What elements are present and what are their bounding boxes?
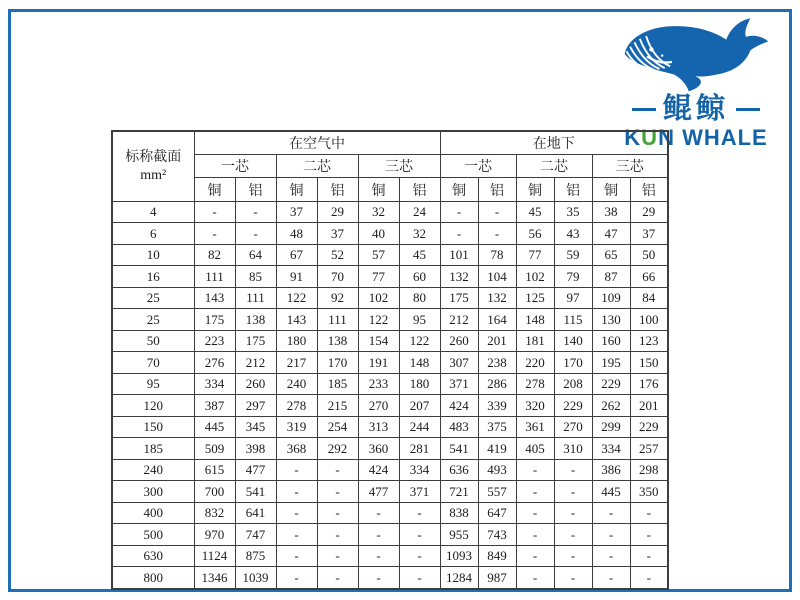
header-copper: 铜 bbox=[276, 178, 317, 202]
value-cell: 57 bbox=[358, 244, 399, 265]
value-cell: 48 bbox=[276, 223, 317, 244]
header-aluminum: 铝 bbox=[554, 178, 592, 202]
value-cell: 101 bbox=[440, 244, 478, 265]
value-cell: 286 bbox=[478, 373, 516, 394]
value-cell: 398 bbox=[235, 438, 276, 459]
value-cell: 970 bbox=[194, 524, 235, 545]
value-cell: - bbox=[276, 481, 317, 502]
value-cell: - bbox=[317, 545, 358, 566]
value-cell: 95 bbox=[399, 309, 440, 330]
value-cell: 278 bbox=[516, 373, 554, 394]
value-cell: 37 bbox=[276, 202, 317, 223]
value-cell: 37 bbox=[630, 223, 668, 244]
value-cell: 361 bbox=[516, 416, 554, 437]
size-cell: 10 bbox=[112, 244, 194, 265]
value-cell: 181 bbox=[516, 330, 554, 351]
value-cell: 29 bbox=[630, 202, 668, 223]
value-cell: 122 bbox=[399, 330, 440, 351]
value-cell: 832 bbox=[194, 502, 235, 523]
value-cell: 148 bbox=[399, 352, 440, 373]
value-cell: - bbox=[276, 502, 317, 523]
value-cell: - bbox=[399, 567, 440, 589]
value-cell: 115 bbox=[554, 309, 592, 330]
value-cell: 164 bbox=[478, 309, 516, 330]
value-cell: - bbox=[440, 202, 478, 223]
value-cell: 175 bbox=[440, 287, 478, 308]
header-row-sections bbox=[112, 131, 668, 155]
logo-en-rest: N WHALE bbox=[658, 125, 768, 150]
value-cell: - bbox=[317, 524, 358, 545]
value-cell: 92 bbox=[317, 287, 358, 308]
value-cell: - bbox=[592, 545, 630, 566]
value-cell: 310 bbox=[554, 438, 592, 459]
size-cell: 120 bbox=[112, 395, 194, 416]
value-cell: 150 bbox=[630, 352, 668, 373]
value-cell: - bbox=[440, 223, 478, 244]
header-copper: 铜 bbox=[516, 178, 554, 202]
value-cell: 104 bbox=[478, 266, 516, 287]
header-air-3core: 三芯 bbox=[358, 155, 440, 178]
header-gnd-3core: 三芯 bbox=[592, 155, 668, 178]
value-cell: 79 bbox=[554, 266, 592, 287]
value-cell: 298 bbox=[630, 459, 668, 480]
size-cell: 25 bbox=[112, 309, 194, 330]
value-cell: 208 bbox=[554, 373, 592, 394]
value-cell: - bbox=[516, 459, 554, 480]
value-cell: 313 bbox=[358, 416, 399, 437]
header-aluminum: 铝 bbox=[478, 178, 516, 202]
value-cell: 143 bbox=[194, 287, 235, 308]
value-cell: 32 bbox=[358, 202, 399, 223]
value-cell: 260 bbox=[235, 373, 276, 394]
value-cell: 175 bbox=[235, 330, 276, 351]
value-cell: 125 bbox=[516, 287, 554, 308]
value-cell: 148 bbox=[516, 309, 554, 330]
value-cell: - bbox=[317, 502, 358, 523]
value-cell: 45 bbox=[516, 202, 554, 223]
value-cell: 278 bbox=[276, 395, 317, 416]
header-copper: 铜 bbox=[440, 178, 478, 202]
value-cell: 215 bbox=[317, 395, 358, 416]
value-cell: 743 bbox=[478, 524, 516, 545]
value-cell: 875 bbox=[235, 545, 276, 566]
value-cell: 849 bbox=[478, 545, 516, 566]
header-aluminum: 铝 bbox=[630, 178, 668, 202]
value-cell: 138 bbox=[317, 330, 358, 351]
header-copper: 铜 bbox=[358, 178, 399, 202]
value-cell: 240 bbox=[276, 373, 317, 394]
corner-header-unit: mm² bbox=[140, 167, 167, 183]
value-cell: 191 bbox=[358, 352, 399, 373]
value-cell: 387 bbox=[194, 395, 235, 416]
value-cell: 615 bbox=[194, 459, 235, 480]
value-cell: 238 bbox=[478, 352, 516, 373]
table-row bbox=[112, 266, 668, 287]
table-row bbox=[112, 502, 668, 523]
value-cell: - bbox=[194, 223, 235, 244]
value-cell: 80 bbox=[399, 287, 440, 308]
value-cell: 1093 bbox=[440, 545, 478, 566]
table-row bbox=[112, 244, 668, 265]
value-cell: 84 bbox=[630, 287, 668, 308]
value-cell: 32 bbox=[399, 223, 440, 244]
value-cell: 29 bbox=[317, 202, 358, 223]
value-cell: 319 bbox=[276, 416, 317, 437]
size-cell: 500 bbox=[112, 524, 194, 545]
value-cell: 636 bbox=[440, 459, 478, 480]
table-row bbox=[112, 330, 668, 351]
table-row bbox=[112, 223, 668, 244]
value-cell: - bbox=[516, 545, 554, 566]
value-cell: - bbox=[554, 459, 592, 480]
value-cell: - bbox=[235, 223, 276, 244]
value-cell: 483 bbox=[440, 416, 478, 437]
value-cell: 292 bbox=[317, 438, 358, 459]
value-cell: 170 bbox=[554, 352, 592, 373]
value-cell: - bbox=[554, 567, 592, 589]
value-cell: - bbox=[554, 481, 592, 502]
size-cell: 240 bbox=[112, 459, 194, 480]
value-cell: 64 bbox=[235, 244, 276, 265]
value-cell: 38 bbox=[592, 202, 630, 223]
value-cell: 111 bbox=[317, 309, 358, 330]
value-cell: 320 bbox=[516, 395, 554, 416]
value-cell: - bbox=[592, 567, 630, 589]
value-cell: 65 bbox=[592, 244, 630, 265]
value-cell: 130 bbox=[592, 309, 630, 330]
value-cell: 334 bbox=[592, 438, 630, 459]
value-cell: - bbox=[358, 524, 399, 545]
value-cell: 1346 bbox=[194, 567, 235, 589]
size-cell: 150 bbox=[112, 416, 194, 437]
value-cell: 557 bbox=[478, 481, 516, 502]
value-cell: 111 bbox=[194, 266, 235, 287]
logo-en-u: U bbox=[641, 125, 659, 150]
value-cell: 229 bbox=[592, 373, 630, 394]
value-cell: 254 bbox=[317, 416, 358, 437]
value-cell: 270 bbox=[358, 395, 399, 416]
value-cell: 270 bbox=[554, 416, 592, 437]
value-cell: 424 bbox=[358, 459, 399, 480]
value-cell: - bbox=[317, 481, 358, 502]
table-row bbox=[112, 567, 668, 589]
value-cell: 262 bbox=[592, 395, 630, 416]
size-cell: 400 bbox=[112, 502, 194, 523]
header-air-2core: 二芯 bbox=[276, 155, 358, 178]
value-cell: 201 bbox=[478, 330, 516, 351]
value-cell: - bbox=[478, 202, 516, 223]
value-cell: 24 bbox=[399, 202, 440, 223]
value-cell: 212 bbox=[235, 352, 276, 373]
value-cell: 77 bbox=[358, 266, 399, 287]
value-cell: 747 bbox=[235, 524, 276, 545]
value-cell: 955 bbox=[440, 524, 478, 545]
value-cell: 123 bbox=[630, 330, 668, 351]
value-cell: 180 bbox=[399, 373, 440, 394]
value-cell: 35 bbox=[554, 202, 592, 223]
value-cell: 1039 bbox=[235, 567, 276, 589]
value-cell: 721 bbox=[440, 481, 478, 502]
value-cell: 77 bbox=[516, 244, 554, 265]
size-cell: 25 bbox=[112, 287, 194, 308]
value-cell: - bbox=[399, 545, 440, 566]
value-cell: 66 bbox=[630, 266, 668, 287]
header-air-1core: 一芯 bbox=[194, 155, 276, 178]
value-cell: - bbox=[399, 524, 440, 545]
value-cell: 160 bbox=[592, 330, 630, 351]
value-cell: 297 bbox=[235, 395, 276, 416]
size-cell: 95 bbox=[112, 373, 194, 394]
value-cell: 371 bbox=[399, 481, 440, 502]
value-cell: 132 bbox=[478, 287, 516, 308]
value-cell: - bbox=[317, 459, 358, 480]
size-cell: 300 bbox=[112, 481, 194, 502]
value-cell: - bbox=[358, 545, 399, 566]
header-aluminum: 铝 bbox=[235, 178, 276, 202]
value-cell: - bbox=[276, 545, 317, 566]
size-cell: 800 bbox=[112, 567, 194, 589]
header-gnd-2core: 二芯 bbox=[516, 155, 592, 178]
table-row bbox=[112, 287, 668, 308]
value-cell: - bbox=[630, 502, 668, 523]
value-cell: 180 bbox=[276, 330, 317, 351]
size-cell: 50 bbox=[112, 330, 194, 351]
logo-chinese-name: 鲲鲸 bbox=[662, 93, 729, 125]
value-cell: 509 bbox=[194, 438, 235, 459]
value-cell: 339 bbox=[478, 395, 516, 416]
value-cell: 102 bbox=[358, 287, 399, 308]
value-cell: 109 bbox=[592, 287, 630, 308]
size-cell: 630 bbox=[112, 545, 194, 566]
value-cell: 37 bbox=[317, 223, 358, 244]
value-cell: 78 bbox=[478, 244, 516, 265]
value-cell: 175 bbox=[194, 309, 235, 330]
value-cell: - bbox=[358, 567, 399, 589]
value-cell: 154 bbox=[358, 330, 399, 351]
table-row bbox=[112, 352, 668, 373]
value-cell: 111 bbox=[235, 287, 276, 308]
value-cell: 987 bbox=[478, 567, 516, 589]
value-cell: 641 bbox=[235, 502, 276, 523]
value-cell: - bbox=[399, 502, 440, 523]
header-copper: 铜 bbox=[194, 178, 235, 202]
value-cell: 143 bbox=[276, 309, 317, 330]
table-row bbox=[112, 481, 668, 502]
value-cell: 477 bbox=[358, 481, 399, 502]
value-cell: 541 bbox=[235, 481, 276, 502]
value-cell: 52 bbox=[317, 244, 358, 265]
value-cell: 67 bbox=[276, 244, 317, 265]
value-cell: - bbox=[276, 567, 317, 589]
value-cell: 445 bbox=[194, 416, 235, 437]
value-cell: 70 bbox=[317, 266, 358, 287]
value-cell: 334 bbox=[399, 459, 440, 480]
header-underground: 在地下 bbox=[440, 131, 668, 155]
table-row bbox=[112, 395, 668, 416]
value-cell: 276 bbox=[194, 352, 235, 373]
value-cell: - bbox=[630, 524, 668, 545]
table-row bbox=[112, 373, 668, 394]
logo-right-dash bbox=[736, 108, 760, 111]
value-cell: 405 bbox=[516, 438, 554, 459]
size-cell: 16 bbox=[112, 266, 194, 287]
value-cell: 647 bbox=[478, 502, 516, 523]
value-cell: 345 bbox=[235, 416, 276, 437]
value-cell: - bbox=[630, 545, 668, 566]
value-cell: 541 bbox=[440, 438, 478, 459]
whale-icon bbox=[619, 12, 773, 94]
value-cell: 212 bbox=[440, 309, 478, 330]
value-cell: 371 bbox=[440, 373, 478, 394]
value-cell: 138 bbox=[235, 309, 276, 330]
value-cell: - bbox=[276, 524, 317, 545]
table-row bbox=[112, 545, 668, 566]
value-cell: 386 bbox=[592, 459, 630, 480]
value-cell: - bbox=[516, 524, 554, 545]
value-cell: 140 bbox=[554, 330, 592, 351]
value-cell: 419 bbox=[478, 438, 516, 459]
value-cell: 229 bbox=[630, 416, 668, 437]
value-cell: 257 bbox=[630, 438, 668, 459]
value-cell: 220 bbox=[516, 352, 554, 373]
value-cell: - bbox=[554, 545, 592, 566]
value-cell: 87 bbox=[592, 266, 630, 287]
header-aluminum: 铝 bbox=[399, 178, 440, 202]
value-cell: 176 bbox=[630, 373, 668, 394]
value-cell: - bbox=[592, 502, 630, 523]
value-cell: 122 bbox=[358, 309, 399, 330]
value-cell: 360 bbox=[358, 438, 399, 459]
value-cell: - bbox=[592, 524, 630, 545]
value-cell: 233 bbox=[358, 373, 399, 394]
header-copper: 铜 bbox=[592, 178, 630, 202]
value-cell: 56 bbox=[516, 223, 554, 244]
value-cell: 307 bbox=[440, 352, 478, 373]
table-row bbox=[112, 309, 668, 330]
value-cell: - bbox=[478, 223, 516, 244]
header-in-air: 在空气中 bbox=[194, 131, 440, 155]
value-cell: 334 bbox=[194, 373, 235, 394]
value-cell: 229 bbox=[554, 395, 592, 416]
corner-header-label: 标称截面 bbox=[125, 150, 182, 165]
value-cell: 82 bbox=[194, 244, 235, 265]
value-cell: 170 bbox=[317, 352, 358, 373]
value-cell: 102 bbox=[516, 266, 554, 287]
value-cell: 1124 bbox=[194, 545, 235, 566]
value-cell: - bbox=[194, 202, 235, 223]
value-cell: 97 bbox=[554, 287, 592, 308]
value-cell: 100 bbox=[630, 309, 668, 330]
header-gnd-1core: 一芯 bbox=[440, 155, 516, 178]
logo-en-k: K bbox=[624, 125, 642, 150]
value-cell: 223 bbox=[194, 330, 235, 351]
value-cell: 281 bbox=[399, 438, 440, 459]
value-cell: - bbox=[630, 567, 668, 589]
value-cell: - bbox=[235, 202, 276, 223]
value-cell: 244 bbox=[399, 416, 440, 437]
logo-left-dash bbox=[632, 108, 656, 111]
table-body bbox=[112, 202, 668, 590]
value-cell: 700 bbox=[194, 481, 235, 502]
size-cell: 4 bbox=[112, 202, 194, 223]
value-cell: - bbox=[516, 481, 554, 502]
value-cell: 43 bbox=[554, 223, 592, 244]
corner-header-cell bbox=[112, 131, 194, 202]
header-aluminum: 铝 bbox=[317, 178, 358, 202]
size-cell: 6 bbox=[112, 223, 194, 244]
value-cell: 185 bbox=[317, 373, 358, 394]
table-row bbox=[112, 438, 668, 459]
value-cell: 195 bbox=[592, 352, 630, 373]
value-cell: 838 bbox=[440, 502, 478, 523]
value-cell: 217 bbox=[276, 352, 317, 373]
value-cell: 424 bbox=[440, 395, 478, 416]
value-cell: 40 bbox=[358, 223, 399, 244]
value-cell: - bbox=[358, 502, 399, 523]
logo-zh-row bbox=[632, 95, 760, 124]
value-cell: 45 bbox=[399, 244, 440, 265]
table-row bbox=[112, 524, 668, 545]
table-row bbox=[112, 202, 668, 223]
value-cell: 493 bbox=[478, 459, 516, 480]
value-cell: 477 bbox=[235, 459, 276, 480]
value-cell: 260 bbox=[440, 330, 478, 351]
value-cell: 132 bbox=[440, 266, 478, 287]
header-row-materials bbox=[112, 178, 668, 202]
value-cell: 122 bbox=[276, 287, 317, 308]
value-cell: 85 bbox=[235, 266, 276, 287]
value-cell: - bbox=[554, 502, 592, 523]
size-cell: 70 bbox=[112, 352, 194, 373]
value-cell: 47 bbox=[592, 223, 630, 244]
value-cell: - bbox=[317, 567, 358, 589]
table-row bbox=[112, 416, 668, 437]
size-cell: 185 bbox=[112, 438, 194, 459]
value-cell: 207 bbox=[399, 395, 440, 416]
value-cell: - bbox=[516, 567, 554, 589]
value-cell: 350 bbox=[630, 481, 668, 502]
value-cell: - bbox=[554, 524, 592, 545]
value-cell: 368 bbox=[276, 438, 317, 459]
value-cell: 60 bbox=[399, 266, 440, 287]
table-row bbox=[112, 459, 668, 480]
ampacity-table bbox=[111, 130, 669, 590]
value-cell: - bbox=[516, 502, 554, 523]
value-cell: 201 bbox=[630, 395, 668, 416]
value-cell: 50 bbox=[630, 244, 668, 265]
value-cell: 1284 bbox=[440, 567, 478, 589]
value-cell: 59 bbox=[554, 244, 592, 265]
header-row-cores bbox=[112, 155, 668, 178]
value-cell: 375 bbox=[478, 416, 516, 437]
value-cell: 445 bbox=[592, 481, 630, 502]
value-cell: 299 bbox=[592, 416, 630, 437]
value-cell: - bbox=[276, 459, 317, 480]
value-cell: 91 bbox=[276, 266, 317, 287]
